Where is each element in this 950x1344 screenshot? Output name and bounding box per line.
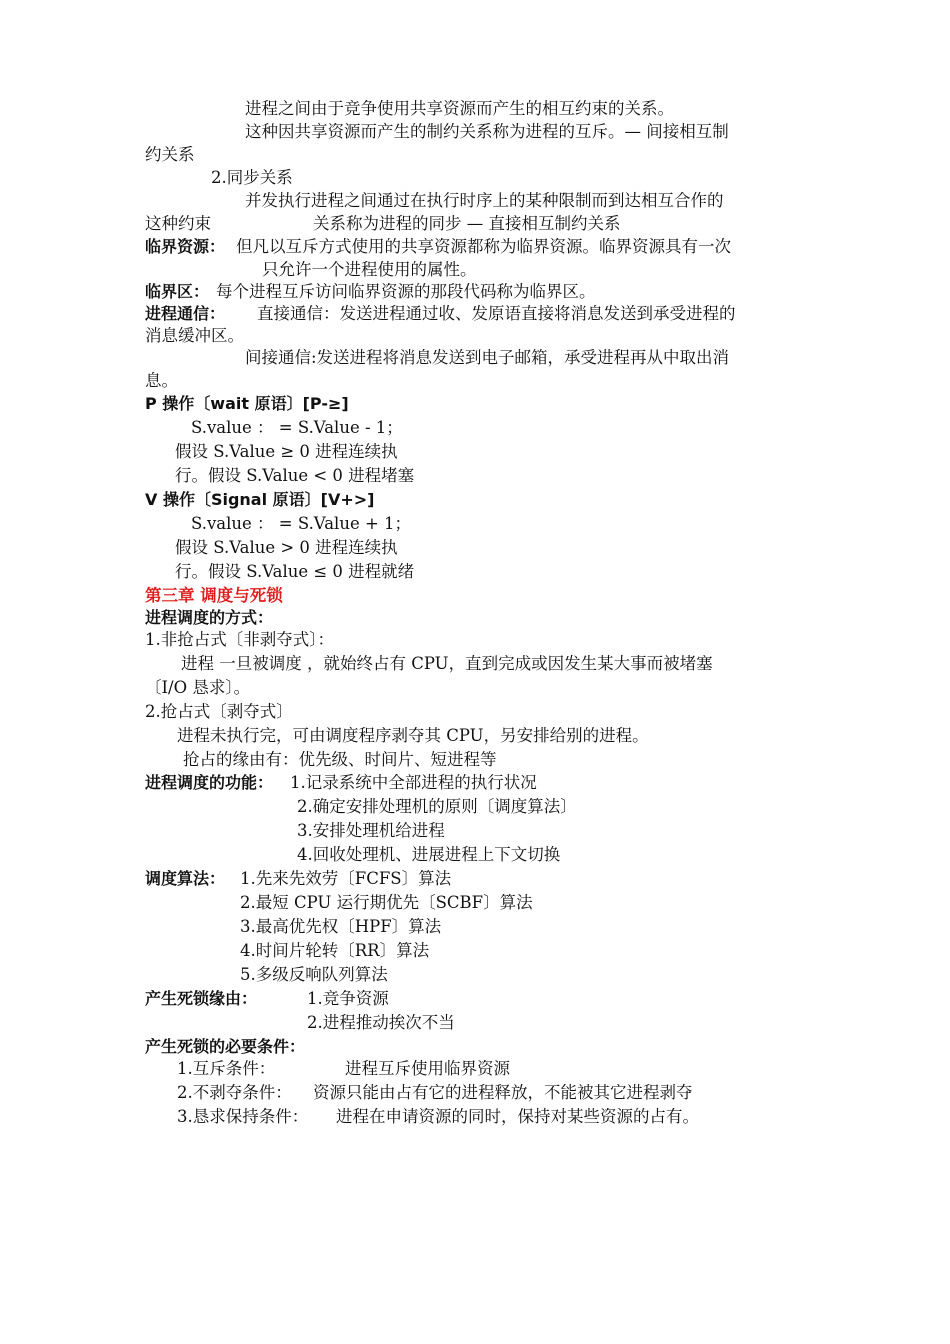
term-label: 产生死锁缘由： <box>145 989 258 1008</box>
section-heading: V 操作〔Signal 原语〕[V+>] <box>145 490 375 509</box>
text-line: 只允许一个进程使用的属性。 <box>262 260 477 279</box>
text-line: 1.先来先效劳〔FCFS〕算法 <box>240 869 452 888</box>
text-line: 行。假设 S.Value ≤ 0 进程就绪 <box>175 562 415 581</box>
text-line: 间接通信:发送进程将消息发送到电子邮箱，承受进程再从中取出消 <box>245 348 730 367</box>
text-line: 2.不剥夺条件： <box>177 1083 292 1102</box>
text-line: 1.记录系统中全部进程的执行状况 <box>290 773 537 792</box>
text-line: 这种因共享资源而产生的制约关系称为进程的互斥。— 间接相互制 <box>245 122 729 141</box>
text-line: 进程互斥使用临界资源 <box>345 1059 510 1078</box>
text-line: 约关系 <box>145 145 195 164</box>
formula-line: S.value ： = S.Value + 1； <box>191 514 412 533</box>
text-line: 3.恳求保持条件： <box>177 1107 309 1126</box>
text-line: 假设 S.Value ≥ 0 进程连续执 <box>175 442 398 461</box>
text-line: 〔I/O 恳求〕。 <box>145 678 251 697</box>
text-line: 4.时间片轮转〔RR〕算法 <box>240 941 430 960</box>
section-heading: P 操作〔wait 原语〕[P-≥] <box>145 394 349 413</box>
text-line: 2.抢占式〔剥夺式〕 <box>145 702 293 721</box>
text-line: 1.竞争资源 <box>307 989 389 1008</box>
text-line: 2.确定安排处理机的原则〔调度算法〕 <box>297 797 577 816</box>
text-line: 3.最高优先权〔HPF〕算法 <box>240 917 442 936</box>
text-line: 2.进程推动挨次不当 <box>307 1013 455 1032</box>
term-label: 临界区： <box>145 282 210 301</box>
text-line: 关系称为进程的同步 — 直接相互制约关系 <box>313 214 621 233</box>
text-line: 2.同步关系 <box>211 168 293 187</box>
text-line: 2.最短 CPU 运行期优先〔SCBF〕算法 <box>240 893 533 912</box>
text-line: 消息缓冲区。 <box>145 326 244 345</box>
text-line: 直接通信：发送进程通过收、发原语直接将消息发送到承受进程的 <box>257 304 736 323</box>
text-line: 4.回收处理机、进展进程上下文切换 <box>297 845 561 864</box>
text-line: 每个进程互斥访问临界资源的那段代码称为临界区。 <box>216 282 596 301</box>
text-line: 并发执行进程之间通过在执行时序上的某种限制而到达相互合作的 <box>245 191 724 210</box>
text-line: 抢占的缘由有：优先级、时间片、短进程等 <box>183 750 497 769</box>
section-heading: 产生死锁的必要条件： <box>145 1037 306 1056</box>
text-line: 行。假设 S.Value < 0 进程堵塞 <box>175 466 415 485</box>
term-label: 调度算法： <box>145 869 226 888</box>
text-line: 进程未执行完，可由调度程序剥夺其 CPU，另安排给别的进程。 <box>177 726 649 745</box>
text-line: 进程之间由于竞争使用共享资源而产生的相互约束的关系。 <box>245 99 674 118</box>
text-line: 这种约束 <box>145 214 211 233</box>
text-line: 但凡以互斥方式使用的共享资源都称为临界资源。临界资源具有一次 <box>236 237 731 256</box>
text-line: 1.非抢占式〔非剥夺式〕： <box>145 630 334 649</box>
formula-line: S.value ： = S.Value - 1； <box>191 418 403 437</box>
term-label: 临界资源： <box>145 237 226 256</box>
text-line: 1.互斥条件： <box>177 1059 276 1078</box>
text-line: 5.多级反响队列算法 <box>240 965 388 984</box>
text-line: 3.安排处理机给进程 <box>297 821 445 840</box>
text-line: 息。 <box>145 371 178 390</box>
text-line: 假设 S.Value > 0 进程连续执 <box>175 538 398 557</box>
term-label: 进程通信： <box>145 304 226 323</box>
section-heading: 进程调度的方式： <box>145 608 274 627</box>
text-line: 进程在申请资源的同时，保持对某些资源的占有。 <box>336 1107 699 1126</box>
chapter-heading: 第三章 调度与死锁 <box>145 586 283 605</box>
text-line: 进程 一旦被调度 ，就始终占有 CPU，直到完成或因发生某大事而被堵塞 <box>181 654 713 673</box>
term-label: 进程调度的功能： <box>145 773 274 792</box>
text-line: 资源只能由占有它的进程释放，不能被其它进程剥夺 <box>313 1083 693 1102</box>
